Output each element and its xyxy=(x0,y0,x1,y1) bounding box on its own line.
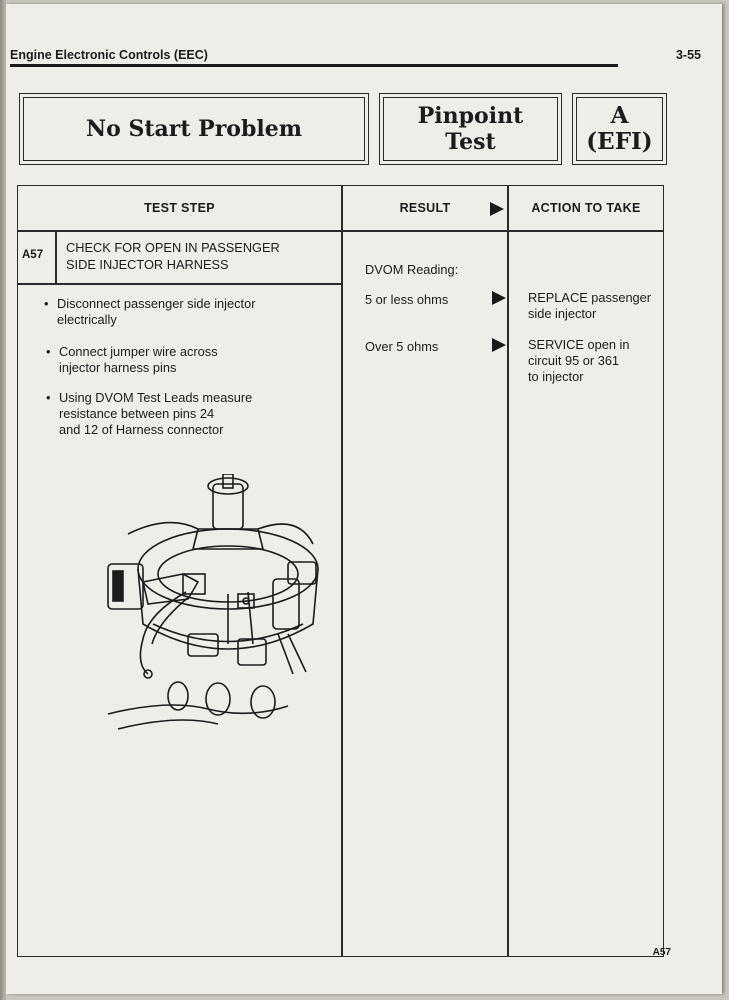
result-row-2: Over 5 ohms xyxy=(365,339,439,354)
bullet-3-line2: resistance between pins 24 xyxy=(59,406,215,421)
step-bullet-3 xyxy=(59,390,252,438)
result-header-label: RESULT xyxy=(399,201,451,215)
section-title: Engine Electronic Controls (EEC) xyxy=(10,48,208,62)
column-header-result xyxy=(343,186,507,230)
action-1-line2: side injector xyxy=(528,306,597,321)
column-divider-1 xyxy=(341,186,343,956)
action-2-line2: circuit 95 or 361 xyxy=(528,353,620,368)
step-id-divider xyxy=(55,230,57,284)
action-2-line3: to injector xyxy=(528,369,584,384)
action-row-1 xyxy=(528,290,651,322)
dvom-reading-heading: DVOM Reading: xyxy=(365,262,459,277)
result-row-1: 5 or less ohms xyxy=(365,292,449,307)
result-arrow-icon-2 xyxy=(492,338,506,352)
bullet-3-line3: and 12 of Harness connector xyxy=(59,422,224,437)
throttle-body-injector-illustration xyxy=(88,474,328,734)
bullet-1-line2: electrically xyxy=(57,312,117,327)
pinpoint-test-box xyxy=(379,93,562,165)
bullet-1-line1: • Disconnect passenger side injector xyxy=(57,296,256,311)
action-2-line1: SERVICE open in xyxy=(528,337,630,352)
test-code-system: (EFI) xyxy=(586,128,653,155)
header-rule xyxy=(10,64,618,67)
test-label: Test xyxy=(445,129,496,155)
step-title-line2: SIDE INJECTOR HARNESS xyxy=(66,257,229,272)
column-header-test-step: TEST STEP xyxy=(144,201,215,215)
bullet-2-line1: • Connect jumper wire across xyxy=(59,344,218,359)
problem-title: No Start Problem xyxy=(86,116,302,142)
column-divider-2 xyxy=(507,186,509,956)
bullet-2-line2: injector harness pins xyxy=(59,360,177,375)
result-arrow-icon-1 xyxy=(492,291,506,305)
problem-title-box xyxy=(19,93,369,165)
test-table xyxy=(17,185,664,957)
test-code-box xyxy=(572,93,667,165)
action-row-2 xyxy=(528,337,630,385)
column-header-action: ACTION TO TAKE xyxy=(531,201,641,215)
bullet-3-line1: • Using DVOM Test Leads measure xyxy=(59,390,253,405)
step-title-divider xyxy=(18,283,341,285)
step-bullet-1 xyxy=(57,296,255,328)
test-code-letter: A xyxy=(610,102,629,129)
header-divider xyxy=(18,230,663,232)
header-arrow-icon xyxy=(490,202,504,216)
step-title-line1: CHECK FOR OPEN IN PASSENGER xyxy=(66,240,280,255)
footer-step-code: A57 xyxy=(652,947,671,958)
step-id: A57 xyxy=(22,249,44,261)
page-number: 3-55 xyxy=(675,48,701,62)
pinpoint-label: Pinpoint xyxy=(417,103,524,129)
action-1-line1: REPLACE passenger xyxy=(528,290,652,305)
step-bullet-2 xyxy=(59,344,218,376)
